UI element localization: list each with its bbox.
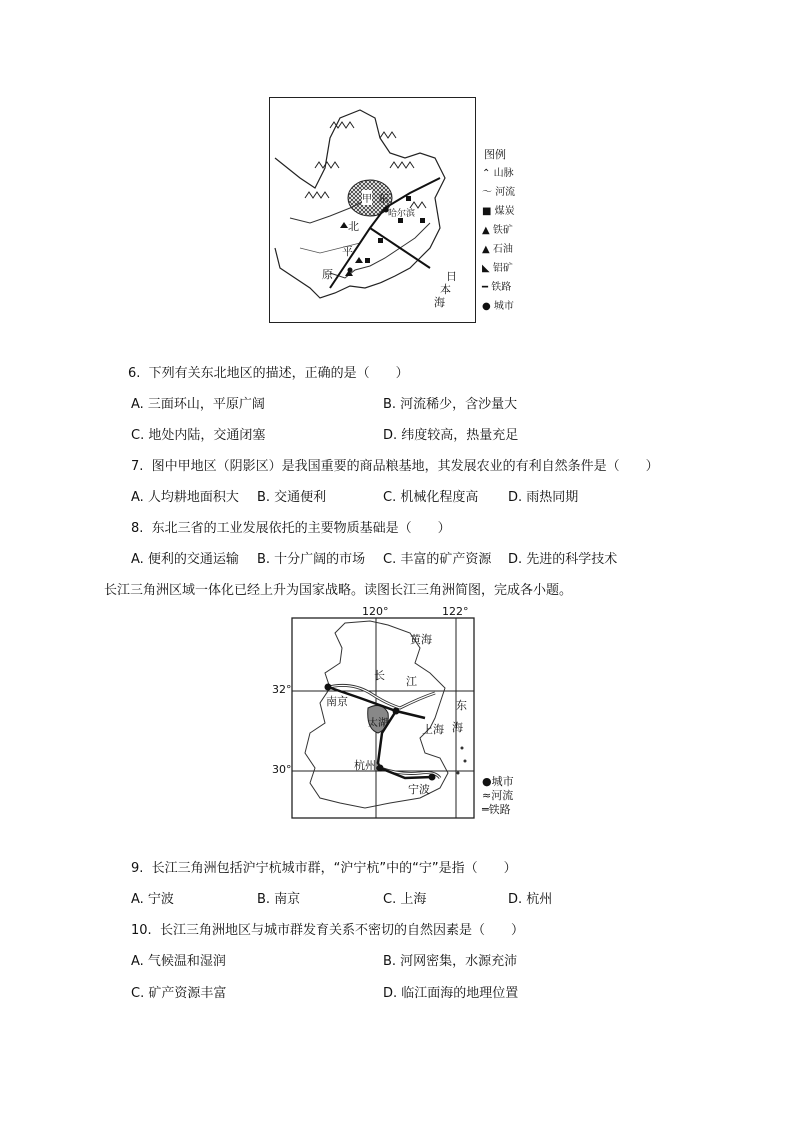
aluminum-icon: ◣ [482,263,490,274]
option-8a[interactable]: A. 便利的交通运输 [131,552,239,567]
iron-icon: ▲ [482,225,490,236]
oil-icon: ▲ [482,244,490,255]
island [464,760,467,763]
option-8c[interactable]: C. 丰富的矿产资源 [383,552,492,567]
label-sea-ben: 本 [440,283,451,296]
question-7: 7. 图中甲地区（阴影区）是我国重要的商品粮基地，其发展农业的有利自然条件是（ ） [131,459,659,474]
option-6c[interactable]: C. 地处内陆，交通闭塞 [131,428,266,443]
iron-icon [340,222,348,228]
legend2-river: ≈河流 [482,789,514,802]
label-bei: 北 [348,220,359,233]
legend-coal: ■ 煤炭 [482,206,515,217]
option-10a[interactable]: A. 气候温和湿润 [131,954,226,969]
lat-30: 30° [272,763,292,776]
label-huanghai: 黄海 [410,633,432,646]
city-ningbo [429,774,436,781]
railway-icon: ━ [482,282,489,293]
legend-river: 〜 河流 [482,187,516,198]
label-chang: 长 [374,669,385,682]
question-6: 6. 下列有关东北地区的描述，正确的是（ ） [128,366,409,381]
mountain-range [380,132,396,138]
intro-text: 长江三角洲区域一体化已经上升为国家战略。读图长江三角洲简图，完成各小题。 [104,583,573,598]
label-shanghai: 上海 [422,723,444,736]
mountain-range [305,192,329,198]
coal-icon [420,218,425,223]
option-7b[interactable]: B. 交通便利 [257,490,327,505]
option-7d[interactable]: D. 雨热同期 [508,490,579,505]
coal-icon [378,238,383,243]
label-sea-hai: 海 [434,296,445,309]
coal-icon: ■ [482,206,492,217]
legend-mountain: ⌃ 山脉 [482,168,514,179]
option-9d[interactable]: D. 杭州 [508,892,553,907]
city-shanghai [393,708,400,715]
label-hai: 海 [452,721,463,734]
question-10: 10. 长江三角洲地区与城市群发育关系不密切的自然因素是（ ） [131,923,524,938]
label-ningbo: 宁波 [408,783,430,796]
option-10c[interactable]: C. 矿产资源丰富 [131,986,227,1001]
railway-icon: ═ [482,803,489,816]
label-dong: 东 [456,699,467,712]
label-taihu: 太湖 [368,718,388,729]
island [457,772,460,775]
northeast-map [269,97,476,323]
yangtze-delta-map [270,603,530,823]
legend-aluminum: ◣ 铝矿 [482,263,513,274]
legend-railway: ━ 铁路 [482,282,512,293]
lat-32: 32° [272,683,292,696]
island [461,747,464,750]
legend-title: 图例 [484,148,506,161]
option-10d[interactable]: D. 临江面海的地理位置 [383,986,519,1001]
option-8d[interactable]: D. 先进的科学技术 [508,552,618,567]
option-9b[interactable]: B. 南京 [257,892,301,907]
label-jia: 甲 [362,190,372,205]
label-jiang: 江 [406,675,417,688]
label-dong: 东 [378,192,389,205]
option-8b[interactable]: B. 十分广阔的市场 [257,552,366,567]
label-sea-ri: 日 [446,270,457,283]
city-icon [348,268,353,273]
city-nanjing [325,684,332,691]
legend-city: ● 城市 [482,301,514,312]
option-7c[interactable]: C. 机械化程度高 [383,490,479,505]
label-harbin: 哈尔滨 [388,209,416,219]
lon-120: 120° [362,605,389,618]
option-6a[interactable]: A. 三面环山，平原广阔 [131,397,265,412]
legend2-railway: ═铁路 [482,803,511,816]
mountain-range [390,162,414,168]
mountain-range [330,122,354,128]
label-nanjing: 南京 [326,695,348,708]
question-8: 8. 东北三省的工业发展依托的主要物质基础是（ ） [131,521,451,536]
label-yuan: 原 [322,268,333,281]
option-9a[interactable]: A. 宁波 [131,892,174,907]
option-10b[interactable]: B. 河网密集，水源充沛 [383,954,518,969]
option-6d[interactable]: D. 纬度较高，热量充足 [383,428,519,443]
mountain-range [315,162,339,168]
city-hangzhou [377,765,384,772]
question-9: 9. 长江三角洲包括沪宁杭城市群，“沪宁杭”中的“宁”是指（ ） [131,861,517,876]
coal-icon [406,196,411,201]
mountain-icon: ⌃ [482,168,491,179]
map1-legend-panel [482,146,542,322]
legend-oil: ▲ 石油 [482,244,513,255]
label-hangzhou: 杭州 [354,759,376,772]
option-7a[interactable]: A. 人均耕地面积大 [131,490,239,505]
label-ping: 平 [342,245,353,258]
oil-icon [355,257,363,263]
city-icon: ● [482,301,491,312]
river-icon: ≈ [482,789,492,802]
coal-icon [365,258,370,263]
river-icon: 〜 [482,187,492,198]
lon-122: 122° [442,605,469,618]
city-dot-icon: ● [482,775,492,788]
legend2-city: ●城市 [482,775,514,788]
legend-iron: ▲ 铁矿 [482,225,513,236]
railway-line [370,228,430,268]
option-6b[interactable]: B. 河流稀少，含沙量大 [383,397,518,412]
option-9c[interactable]: C. 上海 [383,892,427,907]
